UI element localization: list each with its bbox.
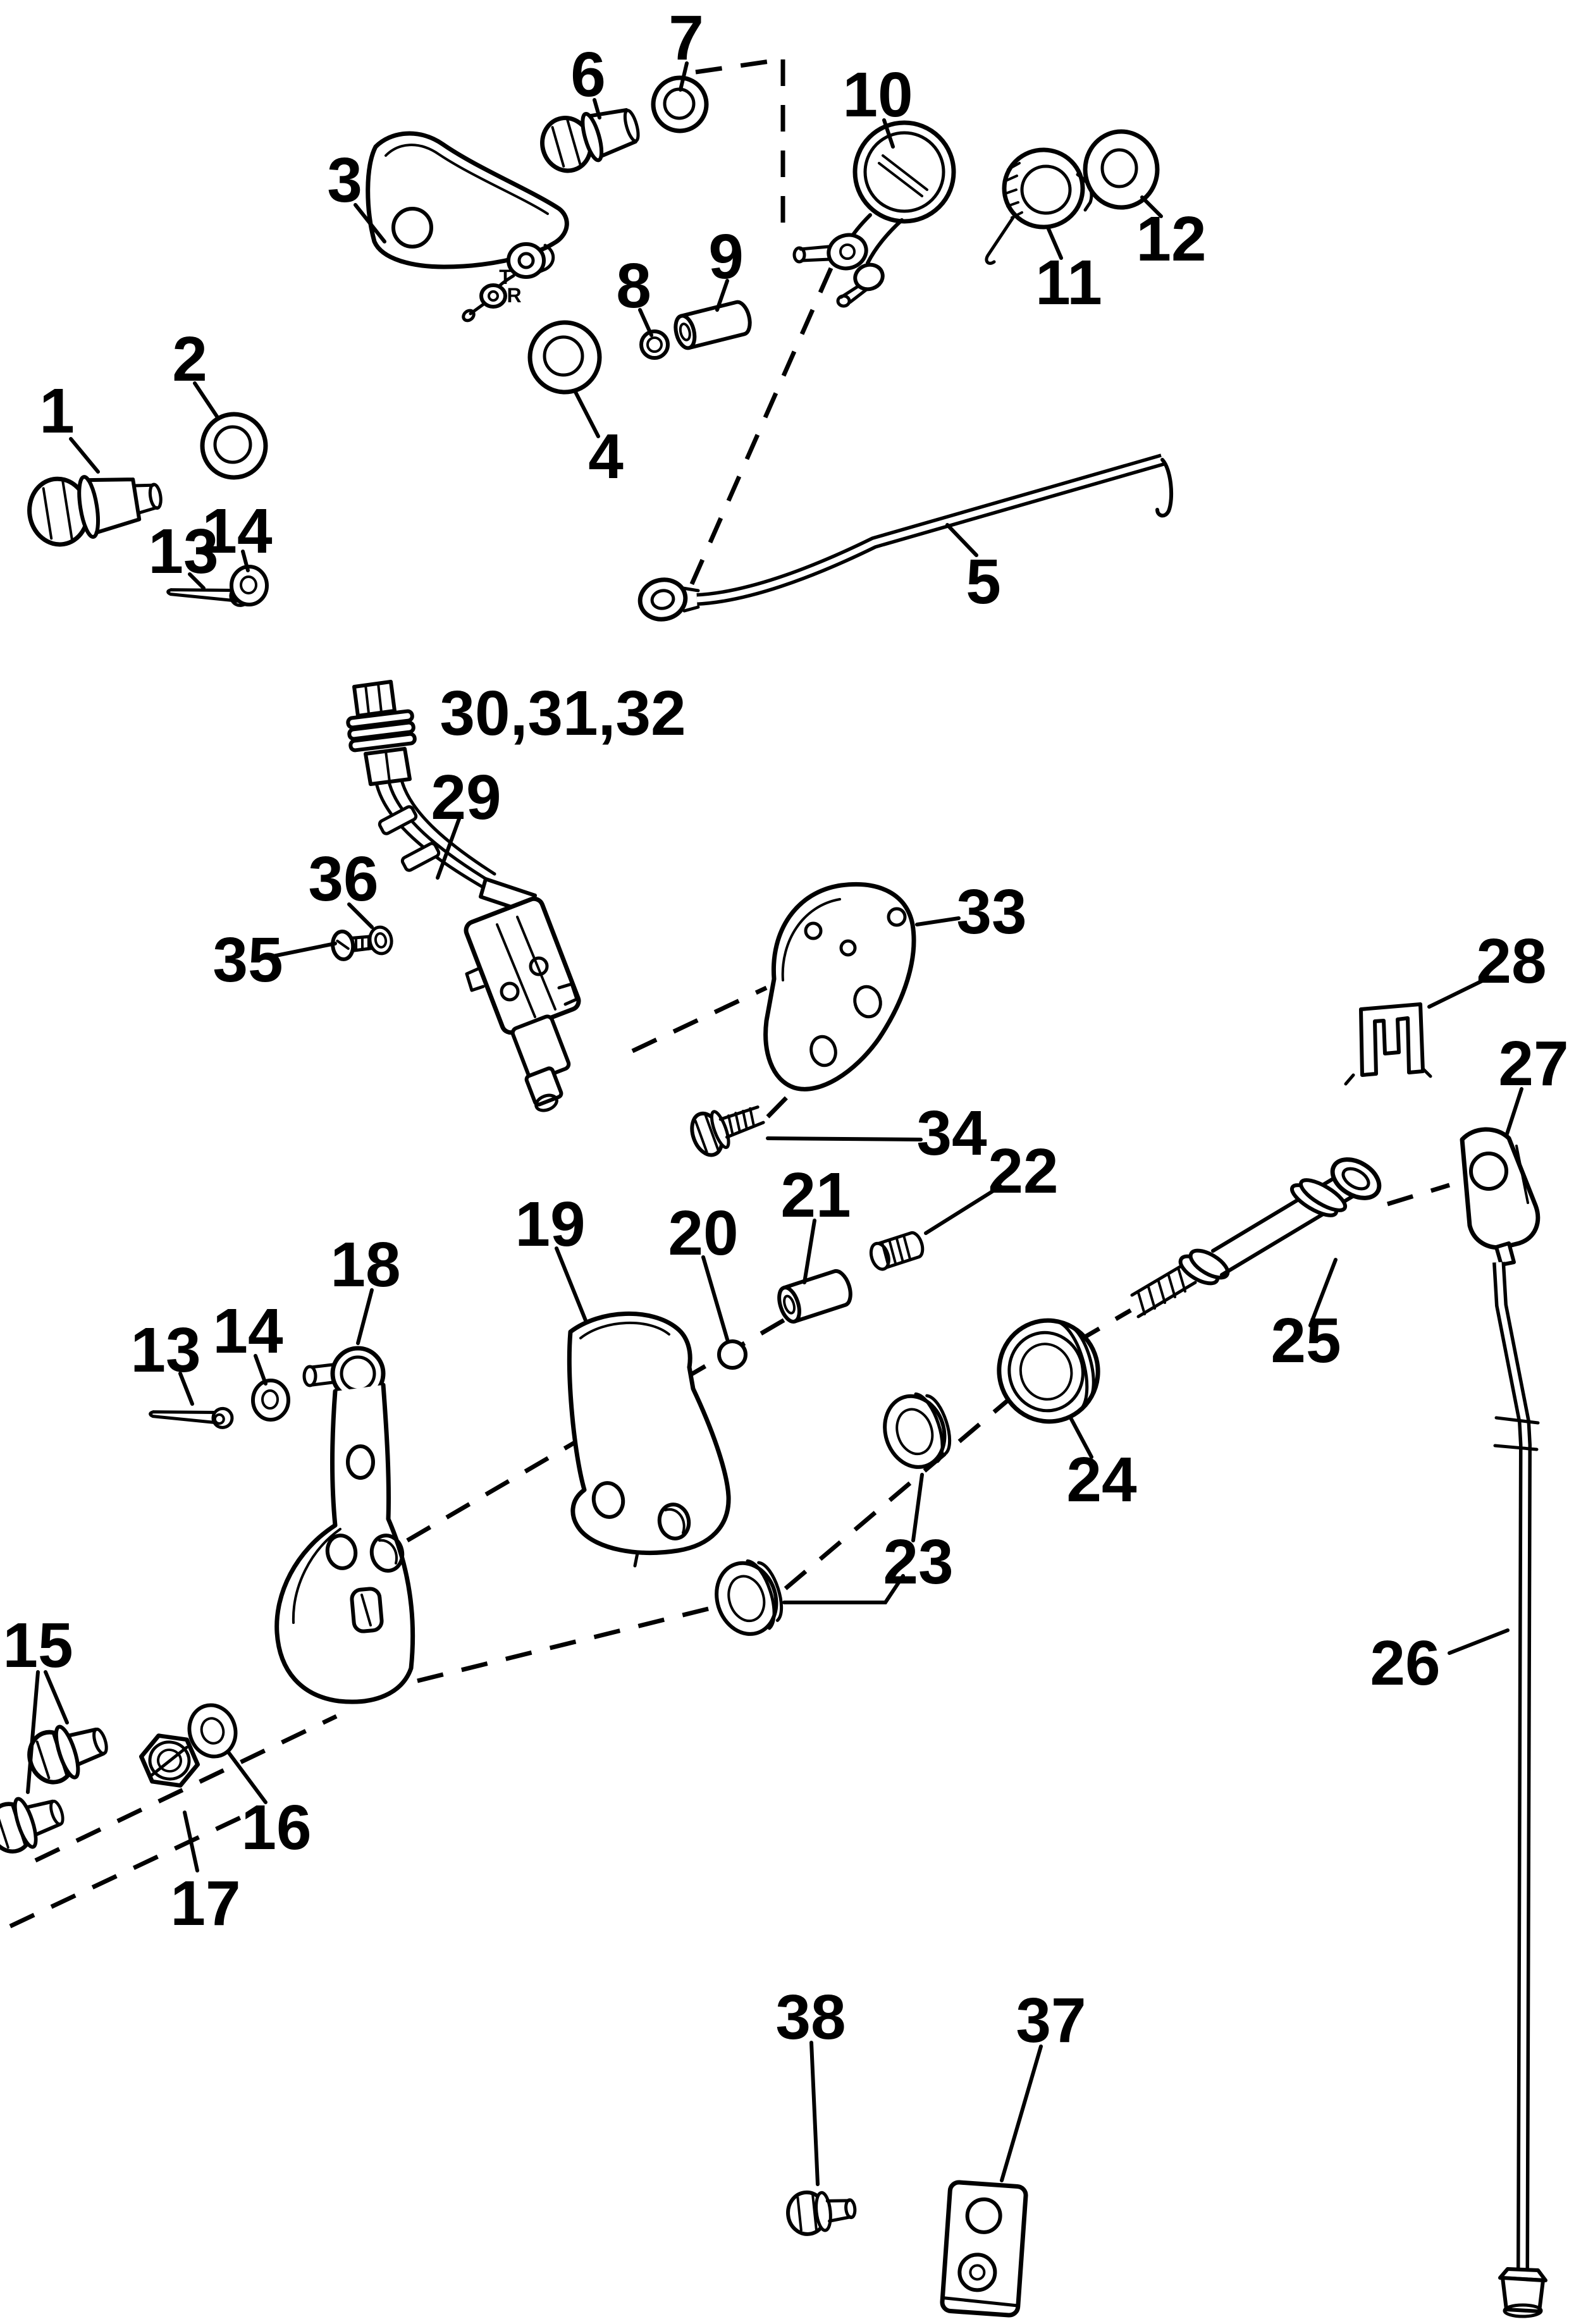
part-15-bolt-b [0, 1787, 69, 1858]
part-27-rod-end-clevis [1462, 1129, 1538, 1265]
callout-22: 22 [988, 1136, 1059, 1207]
callout-34: 34 [916, 1098, 987, 1169]
part-24-rubber-bushing [988, 1310, 1109, 1433]
callout-13: 13 [130, 1315, 201, 1386]
assembly-axis-4 [632, 988, 766, 1051]
part-33-mounting-bracket [766, 884, 914, 1089]
part-5-throttle-link-rod [636, 460, 1171, 624]
callout-20: 20 [668, 1198, 739, 1269]
callout-25: 25 [1270, 1305, 1341, 1376]
callout-26: 26 [1370, 1628, 1441, 1699]
part-8-o-ring [641, 331, 668, 358]
parts-artwork [0, 78, 1546, 2316]
leader-38 [811, 2043, 818, 2184]
callout-38: 38 [775, 1982, 846, 2053]
leader-26 [1449, 1630, 1508, 1653]
part-1-hex-bolt [25, 463, 166, 548]
part-25-shift-rod-pin [1132, 1152, 1386, 1317]
callout-leaders [28, 63, 1522, 2184]
callout-18: 18 [330, 1229, 401, 1300]
callout-16: 16 [241, 1792, 312, 1863]
callout-35: 35 [212, 925, 283, 995]
part-34-hex-bolt [687, 1095, 768, 1159]
callout-28: 28 [1476, 926, 1547, 997]
callout-36: 36 [308, 844, 379, 914]
part-23-grommet-a [708, 1554, 789, 1642]
part-10-roller-link-arm [794, 123, 954, 306]
callout-7: 7 [668, 3, 704, 73]
part-14-washer-top [231, 567, 267, 605]
callout-14: 14 [212, 1296, 283, 1367]
part-15-bolt-a [23, 1714, 113, 1789]
part-4-washer [530, 323, 600, 392]
leader-1 [71, 439, 98, 472]
callout-2: 2 [172, 324, 207, 395]
assembly-axis-1 [696, 59, 783, 72]
callout-9: 9 [708, 221, 744, 292]
callout-10: 10 [842, 59, 913, 130]
part-12-washer [1085, 132, 1157, 207]
part-13-cotter-pin-bottom [150, 1403, 233, 1428]
callout-11: 11 [1035, 247, 1102, 318]
callout-4: 4 [588, 421, 624, 492]
part-6-hex-bolt [536, 99, 644, 176]
part-29-neutral-start-switch [464, 879, 581, 1113]
part-37-anchor-plate [942, 2182, 1026, 2316]
assembly-axis-13 [1387, 1185, 1449, 1204]
callout-1: 1 [39, 376, 75, 446]
callout-19: 19 [515, 1189, 586, 1260]
part-marking-R: R [507, 284, 522, 307]
leader-20 [703, 1257, 727, 1339]
part-38-bolt [786, 2187, 857, 2236]
callout-37: 37 [1016, 1985, 1086, 2056]
part-26-shift-rod [1495, 1262, 1546, 2316]
leader-34 [768, 1138, 921, 1140]
part-23-grommet-b [876, 1387, 957, 1475]
callout-15: 15 [3, 1610, 73, 1681]
callout-3: 3 [327, 145, 362, 216]
callout-6: 6 [570, 39, 606, 110]
callout-21: 21 [780, 1160, 851, 1231]
part-28-retainer-clip [1346, 1004, 1430, 1084]
part-19-shift-bracket [569, 1313, 729, 1566]
part-2-washer [202, 414, 266, 477]
part-20-retaining-ring [719, 1341, 746, 1368]
leader-37 [1002, 2046, 1041, 2180]
leader-33 [917, 918, 959, 925]
part-14-washer-bottom [253, 1380, 288, 1420]
part-3-throttle-cam-lever [368, 133, 567, 323]
callout-23: 23 [883, 1527, 954, 1597]
part-21-bushing [775, 1269, 854, 1324]
callout-14: 14 [202, 496, 273, 567]
part-36-o-ring [368, 925, 394, 955]
callout-5: 5 [966, 546, 1001, 617]
callout-29: 29 [431, 762, 501, 833]
assembly-axis-10 [417, 1608, 713, 1681]
callout-17: 17 [170, 1868, 241, 1939]
part-22-threaded-plug [868, 1230, 926, 1271]
part-11-torsion-spring [987, 150, 1092, 263]
callout-8: 8 [616, 250, 651, 321]
callout-27: 27 [1498, 1028, 1569, 1099]
callout-33: 33 [956, 876, 1027, 947]
callout-30-31-32: 30,31,32 [440, 678, 686, 749]
part-18-shift-lever [277, 1348, 413, 1702]
callout-24: 24 [1066, 1444, 1137, 1515]
part-marking-T: T [499, 266, 512, 288]
callout-13: 13 [148, 516, 219, 587]
callout-12: 12 [1136, 204, 1207, 274]
part-9-spacer-bushing [672, 300, 753, 350]
